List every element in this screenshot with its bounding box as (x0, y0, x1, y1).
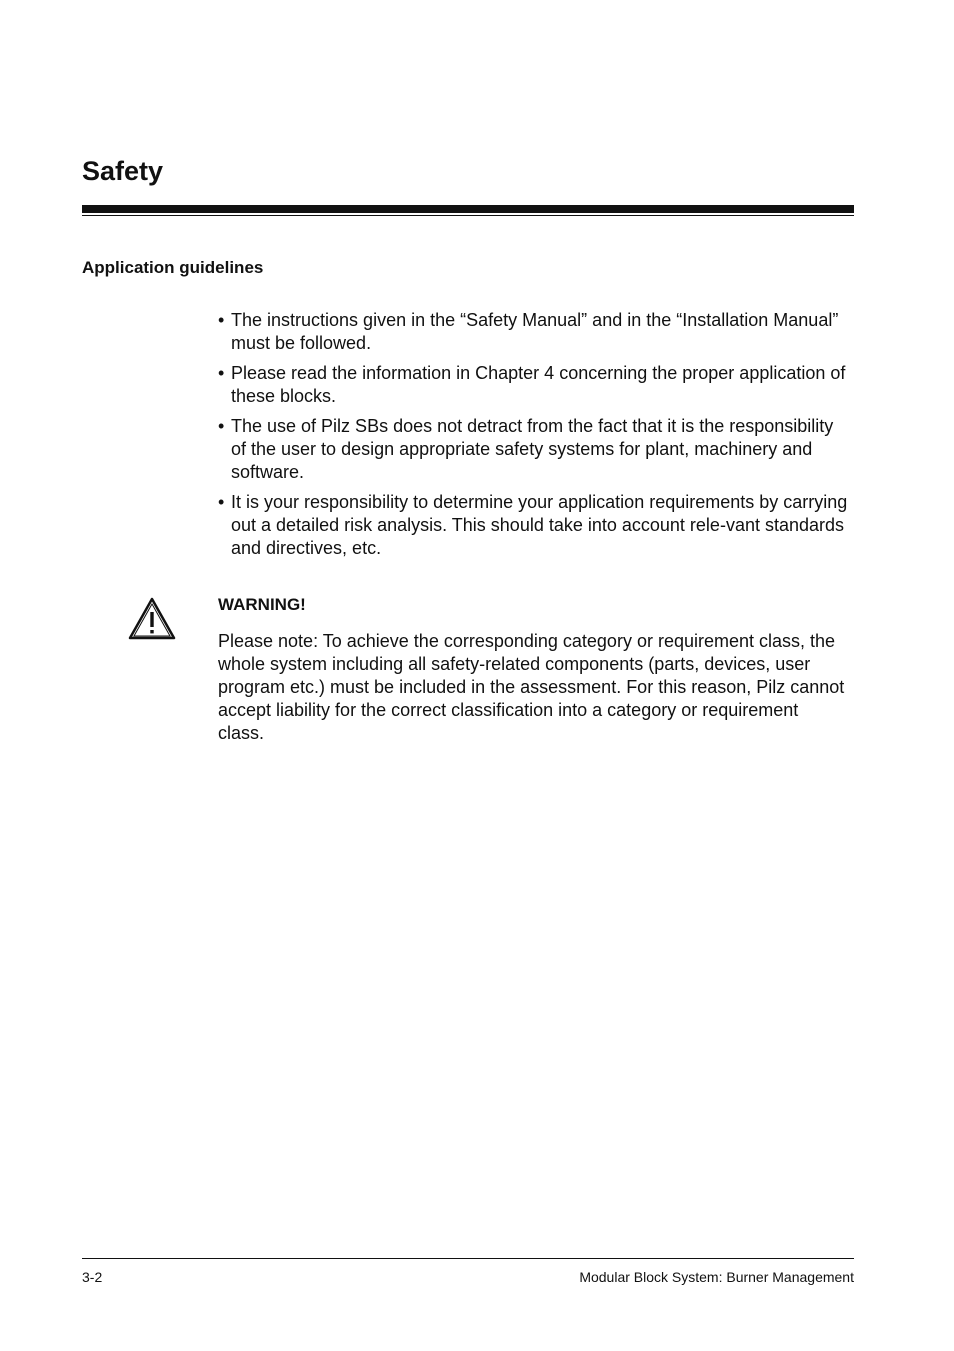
list-item (218, 362, 848, 408)
title-rule-thick (82, 205, 854, 213)
title-rule-thin (82, 215, 854, 216)
footer-rule (82, 1258, 854, 1259)
section-heading: Application guidelines (82, 258, 264, 277)
footer-document-title: Modular Block System: Burner Management (579, 1269, 854, 1285)
list-item (218, 415, 848, 484)
warning-title: WARNING! (218, 595, 306, 614)
page-title: Safety (82, 156, 164, 186)
bullet-mark: • (218, 310, 225, 330)
list-item (218, 491, 848, 560)
bullet-mark: • (218, 363, 225, 383)
list-item-text: It is your responsibility to determine your application requirements by carrying out a detailed risk analysis. This should take into account rele-vant standards and directives, etc. (231, 492, 848, 558)
warning-text: Please note: To achieve the corresponding category or requirement class, the whole system including all safety-related components (parts, devices, user program etc.) must be included in the assessment. For this reason, Pilz cannot accept liability for the correct classification into a category or requirement class. (218, 631, 845, 743)
bullet-mark: • (218, 492, 225, 512)
bullet-mark: • (218, 416, 225, 436)
list-item (218, 309, 848, 355)
guidelines-list (218, 309, 848, 567)
list-item-text: The instructions given in the “Safety Manual” and in the “Installation Manual” must be followed. (231, 310, 839, 353)
list-item-text: Please read the information in Chapter 4 concerning the proper application of these blocks. (231, 363, 846, 406)
footer-page-number: 3-2 (82, 1269, 103, 1285)
warning-triangle-icon (127, 596, 177, 642)
list-item-text: The use of Pilz SBs does not detract from the fact that it is the responsibility of the user to design appropriate safety systems for plant, machinery and software. (231, 416, 834, 482)
